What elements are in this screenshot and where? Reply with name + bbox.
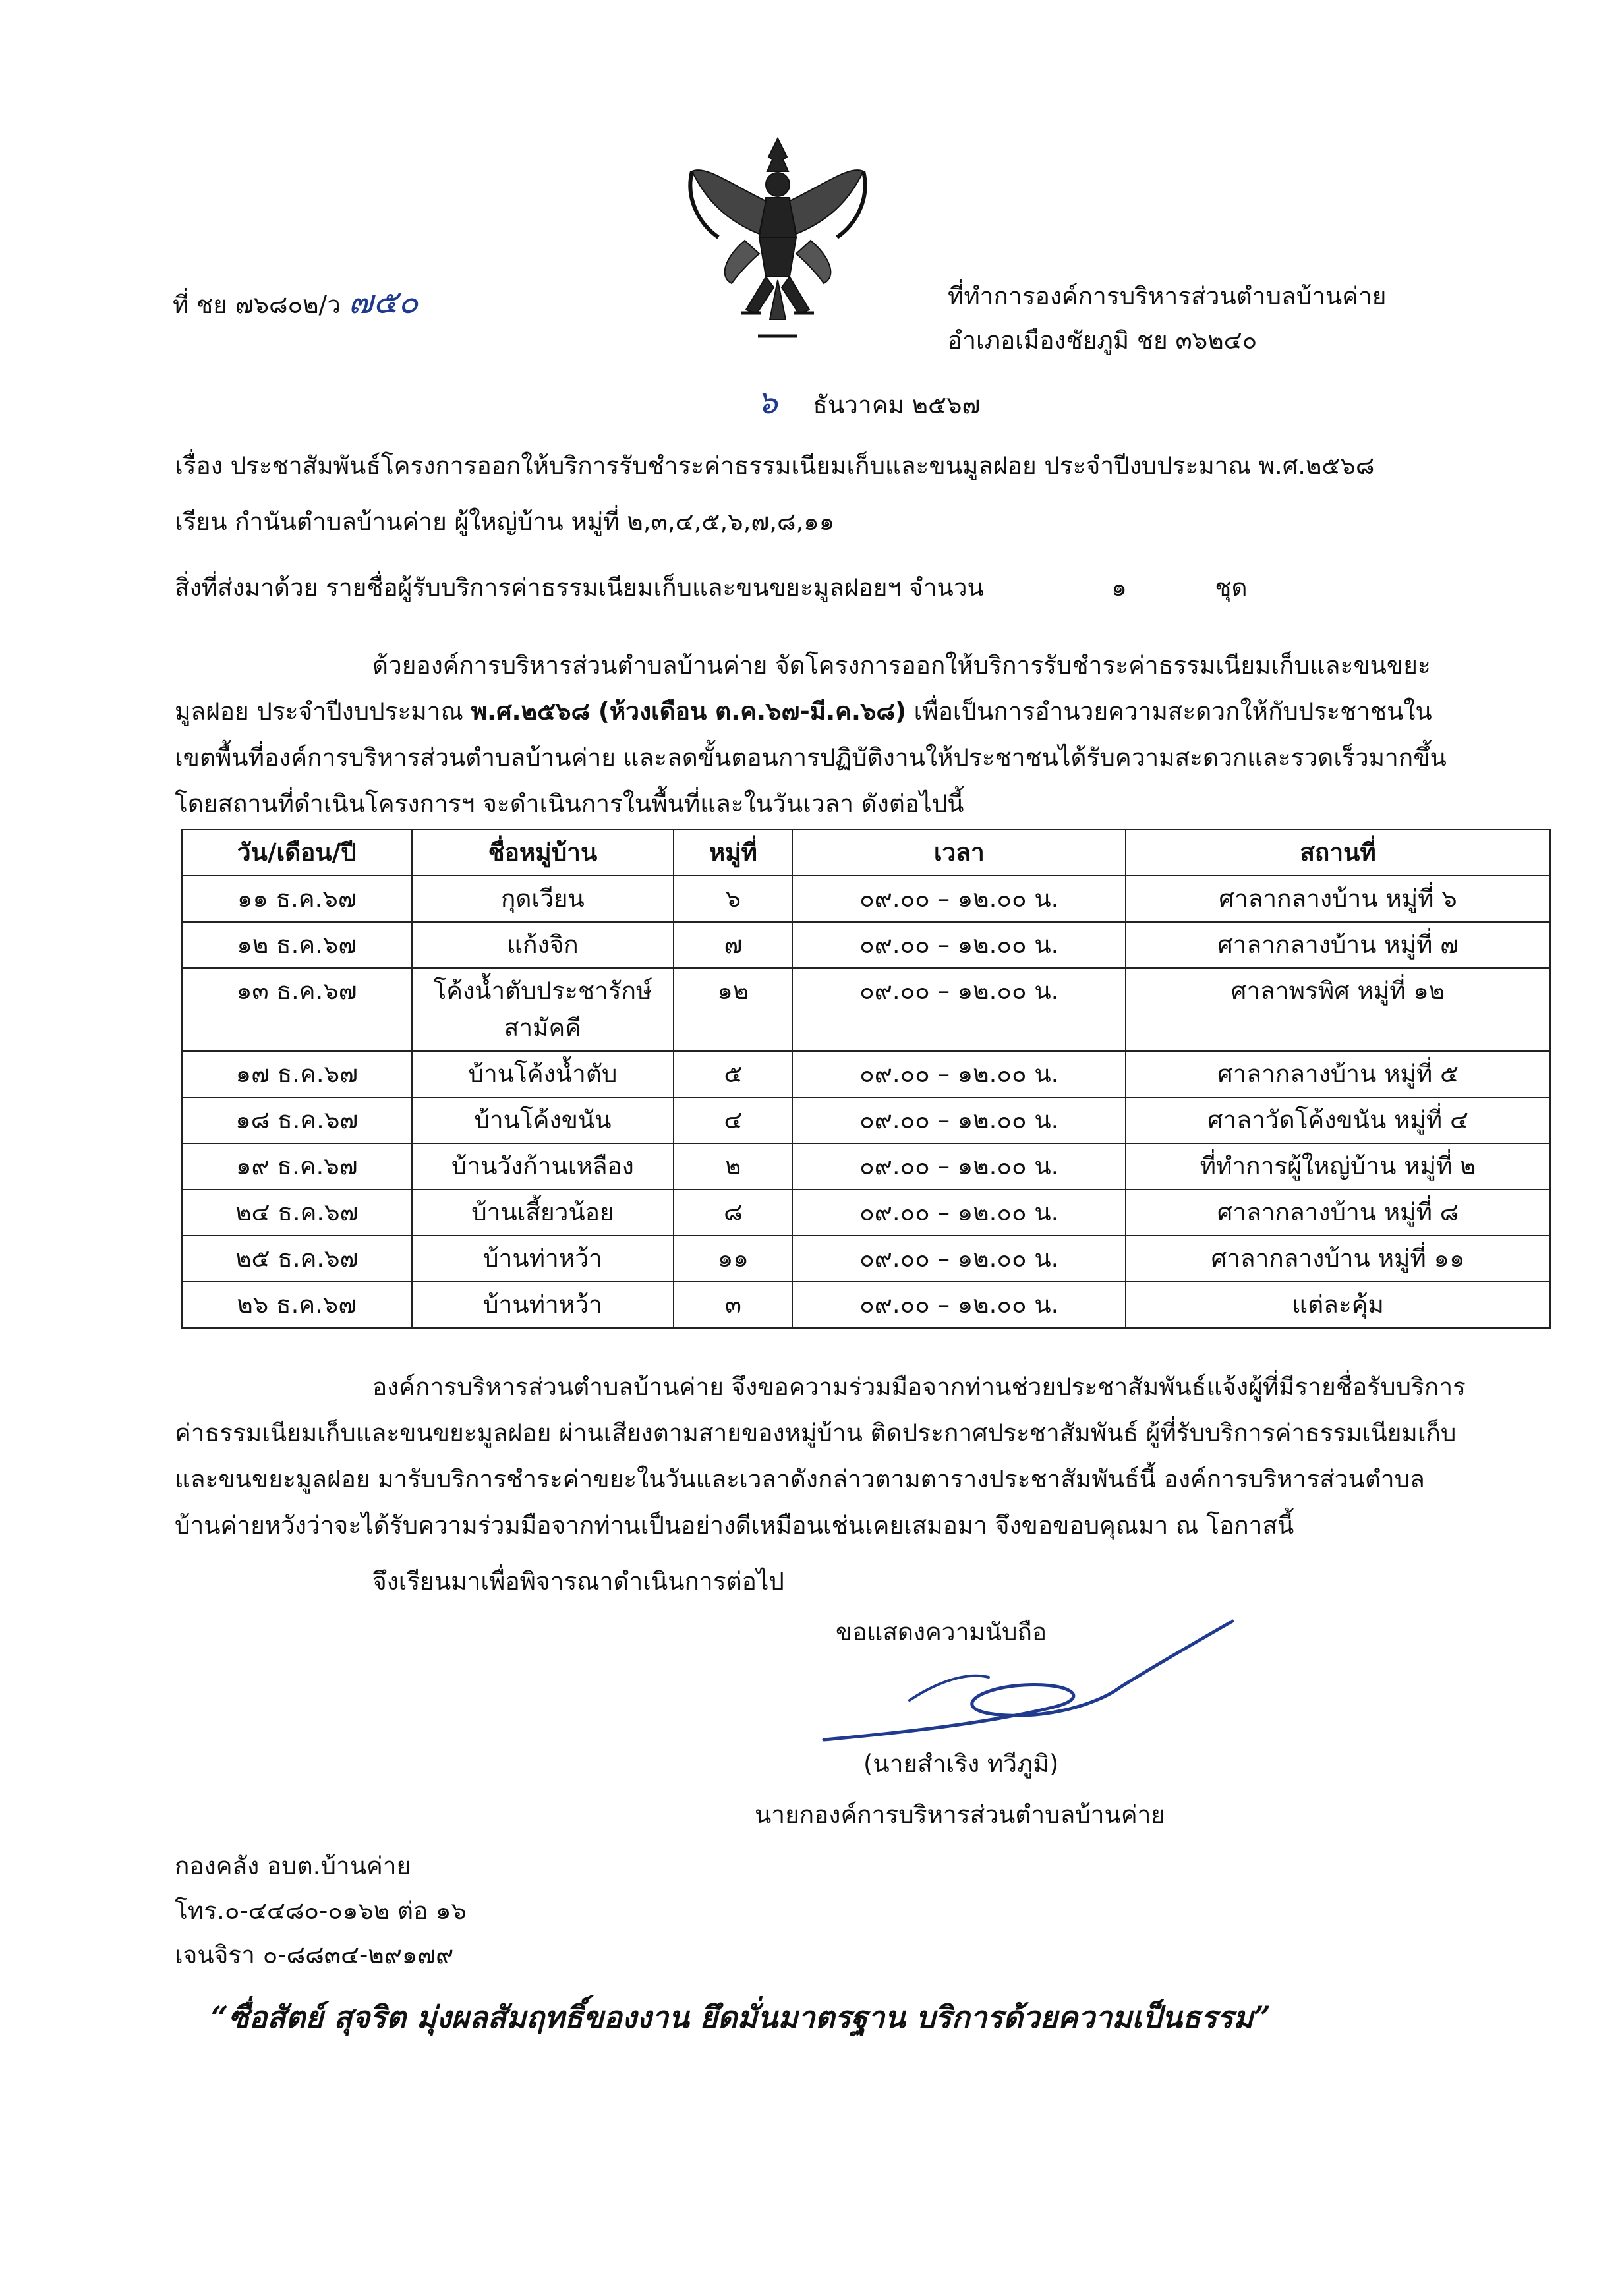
intro-text-bold: พ.ศ.๒๕๖๘ (ห้วงเดือน ต.ค.๖๗-มี.ค.๖๘) [471, 697, 906, 726]
regards-text: ขอแสดงความนับถือ [836, 1618, 1047, 1646]
office-address-line2: อำเภอเมืองชัยภูมิ ชย ๓๖๒๔๐ [948, 326, 1258, 355]
cell-date: ๑๗ ธ.ค.๖๗ [182, 1051, 412, 1097]
header-moo: หมู่ที่ [674, 830, 792, 876]
table-row [182, 1143, 1550, 1190]
cell-time: ๐๙.๐๐ – ๑๒.๐๐ น. [792, 1051, 1126, 1097]
enclosure-count: ๑ [1111, 573, 1127, 602]
cell-date: ๒๔ ธ.ค.๖๗ [182, 1190, 412, 1236]
table-row [182, 968, 1550, 1051]
header-place: สถานที่ [1126, 830, 1550, 876]
cell-village: บ้านวังก้านเหลือง [412, 1143, 674, 1190]
cell-date: ๒๖ ธ.ค.๖๗ [182, 1282, 412, 1328]
cell-place: ศาลากลางบ้าน หมู่ที่ ๑๑ [1126, 1236, 1550, 1282]
intro-text-2: เพื่อเป็นการอำนวยความสะดวกให้กับประชาชนในเขตพื้นที่องค์การบริหารส่วนตำบลบ้านค่าย และลดขั้นตอนการปฏิบัติงานให้ประชาชนได้รับความสะดวกและรวดเร็วมากขึ้น โดยสถานที่ดำเนินโครงการฯ จะดำเนินการในพื้นที่และในวันเวลา ดังต่อไปนี้ [175, 697, 1447, 818]
cell-village-line1: โค้งน้ำตับประชารักษ์ [433, 977, 652, 1005]
table-row [182, 876, 1550, 922]
cell-village: บ้านท่าหว้า [412, 1282, 674, 1328]
cell-village [412, 968, 674, 1051]
closing-request: จึงเรียนมาเพื่อพิจารณาดำเนินการต่อไป [372, 1567, 784, 1595]
table-header-row [182, 830, 1550, 876]
cell-time: ๐๙.๐๐ – ๑๒.๐๐ น. [792, 922, 1126, 968]
enclosure-line [175, 573, 1248, 602]
cell-time: ๐๙.๐๐ – ๑๒.๐๐ น. [792, 968, 1126, 1051]
table-row [182, 1190, 1550, 1236]
cell-village: บ้านท่าหว้า [412, 1236, 674, 1282]
signature-icon [817, 1608, 1239, 1760]
signer-position: นายกองค์การบริหารส่วนตำบลบ้านค่าย [755, 1800, 1166, 1829]
cell-village: กุดเวียน [412, 876, 674, 922]
garuda-emblem-icon [679, 125, 877, 349]
cell-time: ๐๙.๐๐ – ๑๒.๐๐ น. [792, 876, 1126, 922]
enclosure-unit: ชุด [1215, 573, 1248, 602]
cell-place: ศาลาพรพิศ หมู่ที่ ๑๒ [1126, 968, 1550, 1051]
header-village: ชื่อหมู่บ้าน [412, 830, 674, 876]
signer-name: (นายสำเริง ทวีภูมิ) [863, 1750, 1059, 1778]
cell-place: ศาลากลางบ้าน หมู่ที่ ๗ [1126, 922, 1550, 968]
cell-date: ๑๑ ธ.ค.๖๗ [182, 876, 412, 922]
table-row [182, 1236, 1550, 1282]
office-address-line1: ที่ทำการองค์การบริหารส่วนตำบลบ้านค่าย [948, 282, 1387, 310]
contact-phone: โทร.๐-๔๔๘๐-๐๑๖๒ ต่อ ๑๖ [175, 1897, 467, 1925]
cell-moo: ๕ [674, 1051, 792, 1097]
cell-village: บ้านโค้งน้ำตับ [412, 1051, 674, 1097]
reference-number-handwritten: ๗๕๐ [348, 283, 419, 321]
cell-date: ๑๓ ธ.ค.๖๗ [182, 968, 412, 1051]
cell-time: ๐๙.๐๐ – ๑๒.๐๐ น. [792, 1190, 1126, 1236]
request-text: องค์การบริหารส่วนตำบลบ้านค่าย จึงขอความร่วมมือจากท่านช่วยประชาสัมพันธ์แจ้งผู้ที่มีรายชื่อรับบริการค่าธรรมเนียมเก็บและขนขยะมูลฝอย ผ่านเสียงตามสายของหมู่บ้าน ติดประกาศประชาสัมพันธ์ ผู้ที่รับบริการค่าธรรมเนียมเก็บและขนขยะมูลฝอย มารับบริการชำระค่าขยะในวันและเวลาดังกล่าวตามตารางประชาสัมพันธ์นี้ องค์การบริหารส่วนตำบลบ้านค่ายหวังว่าจะได้รับความร่วมมือจากท่านเป็นอย่างดีเหมือนเช่นเคยเสมอมา จึงขอขอบคุณมา ณ โอกาสนี้ [175, 1373, 1466, 1539]
cell-place: ศาลาวัดโค้งขนัน หมู่ที่ ๔ [1126, 1097, 1550, 1143]
intro-paragraph [175, 643, 1466, 827]
cell-time: ๐๙.๐๐ – ๑๒.๐๐ น. [792, 1143, 1126, 1190]
recipient-line: เรียน กำนันตำบลบ้านค่าย ผู้ใหญ่บ้าน หมู่ที่ ๒,๓,๔,๕,๖,๗,๘,๑๑ [175, 507, 835, 536]
cell-village: บ้านโค้งขนัน [412, 1097, 674, 1143]
cell-date: ๑๒ ธ.ค.๖๗ [182, 922, 412, 968]
contact-department: กองคลัง อบต.บ้านค่าย [175, 1852, 411, 1880]
cell-place: ศาลากลางบ้าน หมู่ที่ ๕ [1126, 1051, 1550, 1097]
cell-moo: ๓ [674, 1282, 792, 1328]
enclosure-label: สิ่งที่ส่งมาด้วย รายชื่อผู้รับบริการค่าธรรมเนียมเก็บและขนขยะมูลฝอยฯ จำนวน [175, 573, 984, 602]
cell-place: แต่ละคุ้ม [1126, 1282, 1550, 1328]
cell-place: ศาลากลางบ้าน หมู่ที่ ๖ [1126, 876, 1550, 922]
cell-moo: ๑๒ [674, 968, 792, 1051]
subject-line: เรื่อง ประชาสัมพันธ์โครงการออกให้บริการรับชำระค่าธรรมเนียมเก็บและขนมูลฝอย ประจำปีงบประมาณ พ.ศ.๒๕๖๘ [175, 451, 1375, 480]
header-time: เวลา [792, 830, 1126, 876]
request-paragraph [175, 1364, 1466, 1549]
cell-village: แก้งจิก [412, 922, 674, 968]
table-row [182, 1282, 1550, 1328]
cell-date: ๑๙ ธ.ค.๖๗ [182, 1143, 412, 1190]
date-month-year: ธันวาคม ๒๕๖๗ [813, 391, 981, 419]
cell-time: ๐๙.๐๐ – ๑๒.๐๐ น. [792, 1236, 1126, 1282]
cell-date: ๒๕ ธ.ค.๖๗ [182, 1236, 412, 1282]
table-row [182, 1097, 1550, 1143]
cell-moo: ๔ [674, 1097, 792, 1143]
cell-date: ๑๘ ธ.ค.๖๗ [182, 1097, 412, 1143]
cell-moo: ๗ [674, 922, 792, 968]
intro-text-1: ด้วยองค์การบริหารส่วนตำบลบ้านค่าย จัดโครงการออกให้บริการรับชำระค่าธรรมเนียมเก็บและขนขยะมูลฝอย ประจำปีงบประมาณ [175, 651, 1431, 726]
table-row [182, 922, 1550, 968]
contact-staff: เจนจิรา ๐-๘๘๓๔-๒๙๑๗๙ [175, 1941, 454, 1969]
cell-place: ศาลากลางบ้าน หมู่ที่ ๘ [1126, 1190, 1550, 1236]
cell-time: ๐๙.๐๐ – ๑๒.๐๐ น. [792, 1282, 1126, 1328]
organization-motto: “ซื่อสัตย์ สุจริต มุ่งผลสัมฤทธิ์ของงาน ยึดมั่นมาตรฐาน บริการด้วยความเป็นธรรม” [211, 1999, 1271, 2035]
cell-village-line2: สามัคคี [504, 1014, 582, 1042]
cell-village: บ้านเสี้ยวน้อย [412, 1190, 674, 1236]
header-date: วัน/เดือน/ปี [182, 830, 412, 876]
cell-moo: ๑๑ [674, 1236, 792, 1282]
cell-time: ๐๙.๐๐ – ๑๒.๐๐ น. [792, 1097, 1126, 1143]
cell-moo: ๖ [674, 876, 792, 922]
reference-number: ที่ ชย ๗๖๘๐๒/ว [173, 291, 341, 319]
table-row [182, 1051, 1550, 1097]
date-day-handwritten: ๖ [757, 383, 778, 421]
cell-moo: ๒ [674, 1143, 792, 1190]
cell-moo: ๘ [674, 1190, 792, 1236]
schedule-table [181, 829, 1551, 1329]
cell-place: ที่ทำการผู้ใหญ่บ้าน หมู่ที่ ๒ [1126, 1143, 1550, 1190]
